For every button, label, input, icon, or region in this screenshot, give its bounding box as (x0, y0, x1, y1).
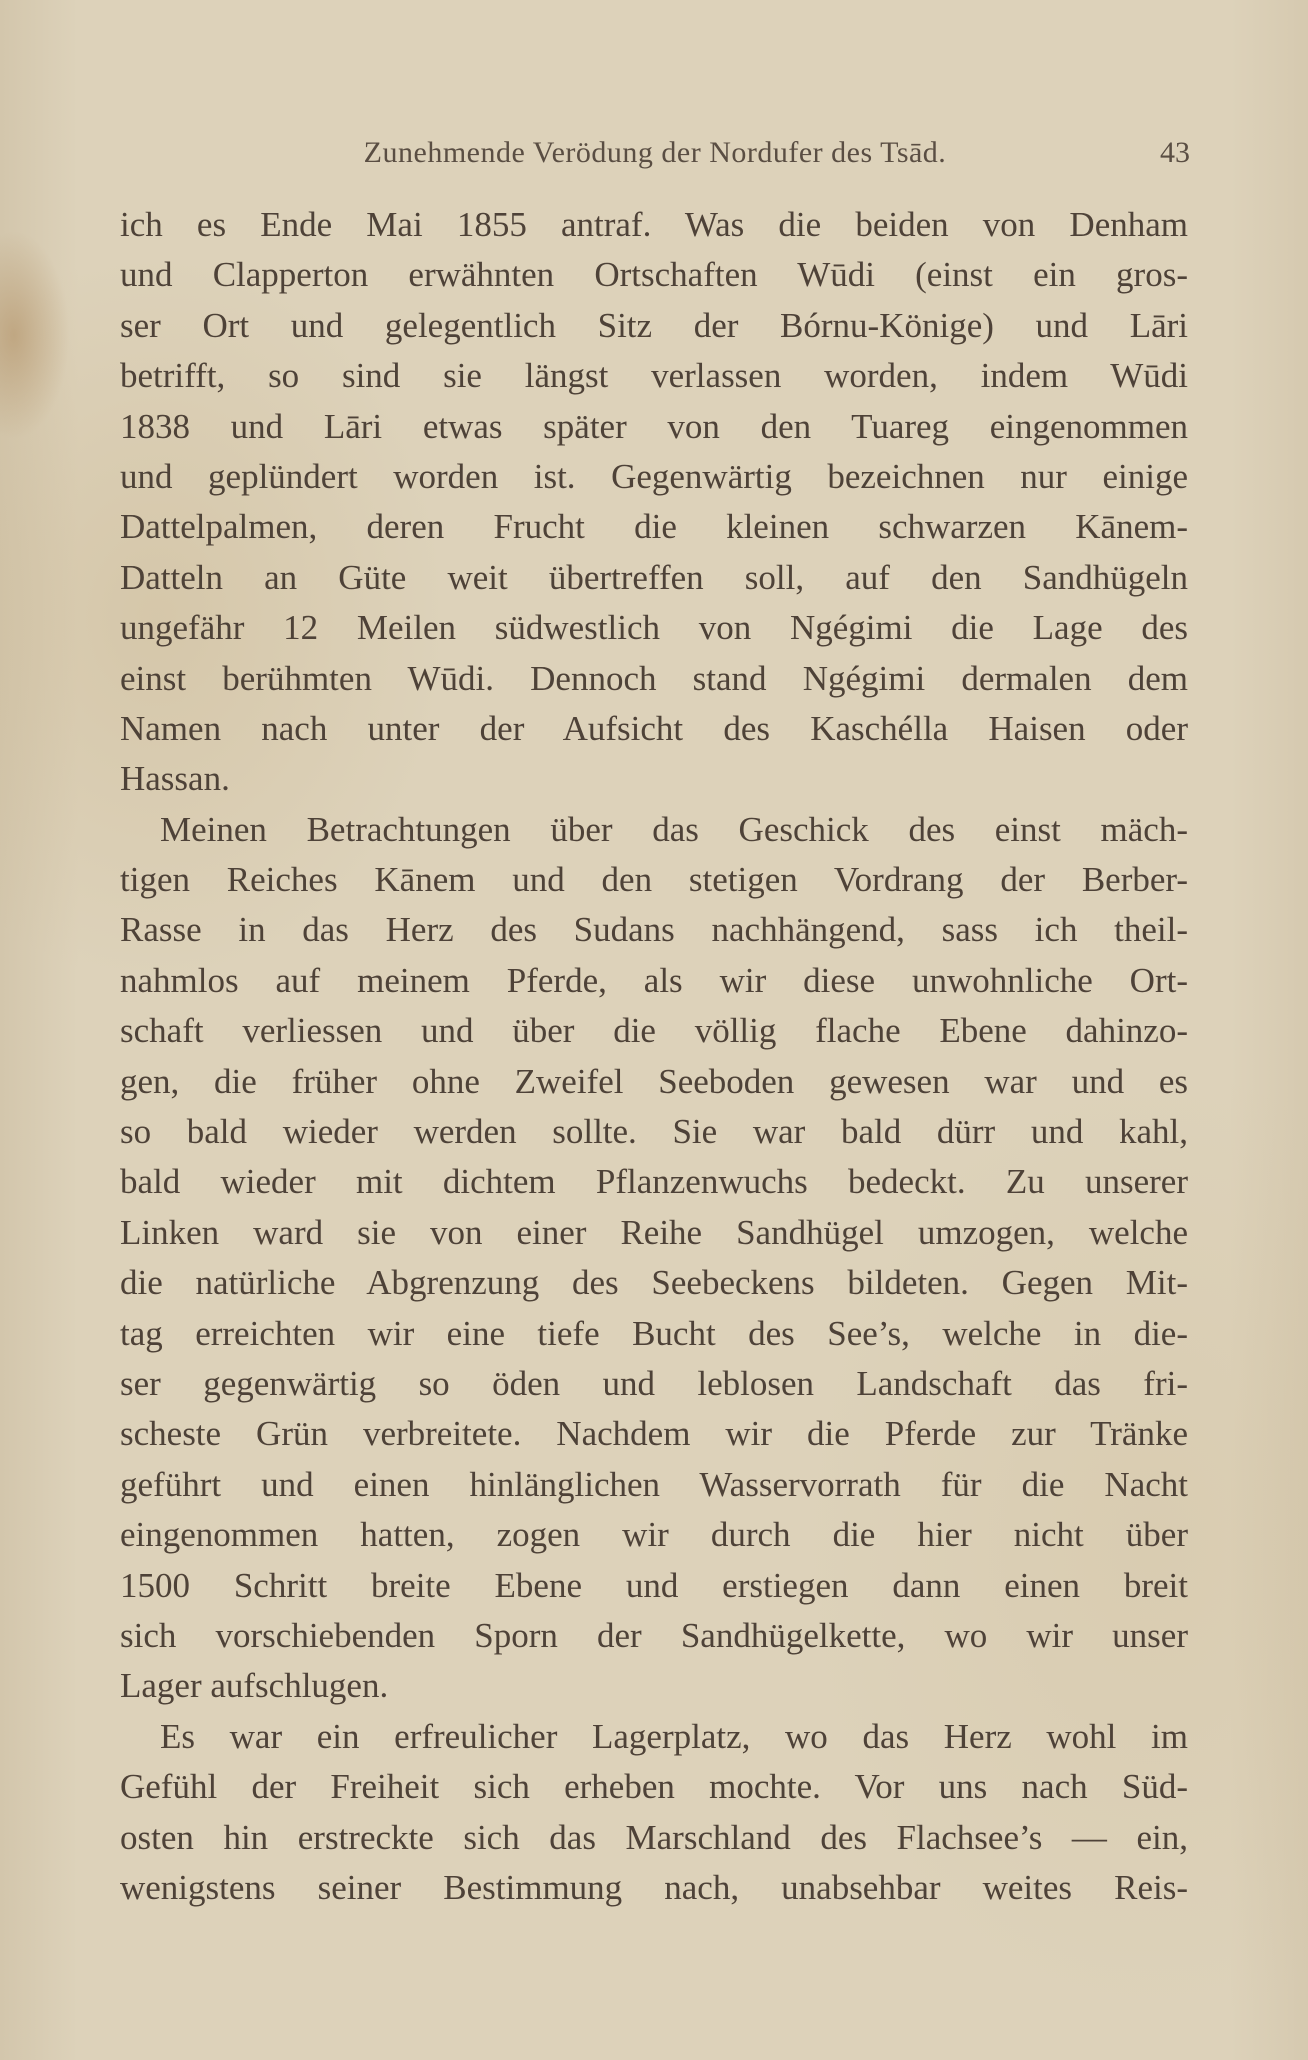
paper-stain (0, 230, 70, 440)
text-line: Es war ein erfreulicher Lagerplatz, wo das Herz wohl im (160, 1716, 1188, 1756)
text-line: Lager aufschlugen. (120, 1666, 389, 1706)
text-line: eingenommen hatten, zogen wir durch die hier nicht über (120, 1515, 1188, 1555)
text-line: und Clapperton erwähnten Ortschaften Wūdi (einst ein gros- (120, 255, 1188, 295)
text-line: osten hin erstreckte sich das Marschland des Flachsee’s — ein, (120, 1817, 1188, 1857)
text-line: 1500 Schritt breite Ebene und erstiegen dann einen breit (120, 1565, 1188, 1605)
body-text (120, 200, 1188, 1913)
text-line: Meinen Betrachtungen über das Geschick des einst mäch- (160, 809, 1188, 849)
text-line: wenigstens seiner Bestimmung nach, unabsehbar weites Reis- (120, 1867, 1188, 1907)
text-line: geführt und einen hinlänglichen Wasservorrath für die Nacht (120, 1464, 1188, 1504)
text-line: und geplündert worden ist. Gegenwärtig bezeichnen nur einige (120, 456, 1188, 496)
text-line: tigen Reiches Kānem und den stetigen Vordrang der Berber- (120, 860, 1188, 900)
text-line: Gefühl der Freiheit sich erheben mochte. Vor uns nach Süd- (120, 1767, 1188, 1807)
text-line: tag erreichten wir eine tiefe Bucht des See’s, welche in die- (120, 1313, 1188, 1353)
text-line: betrifft, so sind sie längst verlassen worden, indem Wūdi (120, 356, 1188, 396)
text-line: gen, die früher ohne Zweifel Seeboden gewesen war und es (120, 1061, 1188, 1101)
text-line: Rasse in das Herz des Sudans nachhängend, sass ich theil- (120, 910, 1188, 950)
text-line: so bald wieder werden sollte. Sie war bald dürr und kahl, (120, 1112, 1188, 1152)
text-line: 1838 und Lāri etwas später von den Tuareg eingenommen (120, 406, 1188, 446)
text-line: die natürliche Abgrenzung des Seebeckens bildeten. Gegen Mit- (120, 1263, 1188, 1303)
text-line: Namen nach unter der Aufsicht des Kaschélla Haisen oder (120, 708, 1188, 748)
running-header (120, 136, 1190, 176)
text-line: ser Ort und gelegentlich Sitz der Bórnu-Könige) und Lāri (120, 305, 1188, 345)
text-line: Datteln an Güte weit übertreffen soll, auf den Sandhügeln (120, 557, 1188, 597)
text-line: Linken ward sie von einer Reihe Sandhügel umzogen, welche (120, 1212, 1188, 1252)
text-line: bald wieder mit dichtem Pflanzenwuchs bedeckt. Zu unserer (120, 1162, 1188, 1202)
text-line: ich es Ende Mai 1855 antraf. Was die beiden von Denham (120, 205, 1188, 244)
text-line: Dattelpalmen, deren Frucht die kleinen schwarzen Kānem- (120, 507, 1188, 547)
text-line: sich vorschiebenden Sporn der Sandhügelkette, wo wir unser (120, 1615, 1188, 1655)
text-line: nahmlos auf meinem Pferde, als wir diese unwohnliche Ort- (120, 960, 1188, 1000)
running-title: Zunehmende Verödung der Nordufer des Tsād. (363, 136, 947, 169)
text-line: ser gegenwärtig so öden und leblosen Landschaft das fri- (120, 1363, 1188, 1403)
page-number: 43 (1160, 136, 1190, 169)
text-line: einst berühmten Wūdi. Dennoch stand Ngégimi dermalen dem (120, 658, 1188, 698)
text-line: Hassan. (120, 759, 230, 799)
text-line: scheste Grün verbreitete. Nachdem wir die Pferde zur Tränke (120, 1414, 1188, 1454)
text-line: ungefähr 12 Meilen südwestlich von Ngégimi die Lage des (120, 608, 1188, 648)
text-line: schaft verliessen und über die völlig flache Ebene dahinzo- (120, 1011, 1188, 1051)
